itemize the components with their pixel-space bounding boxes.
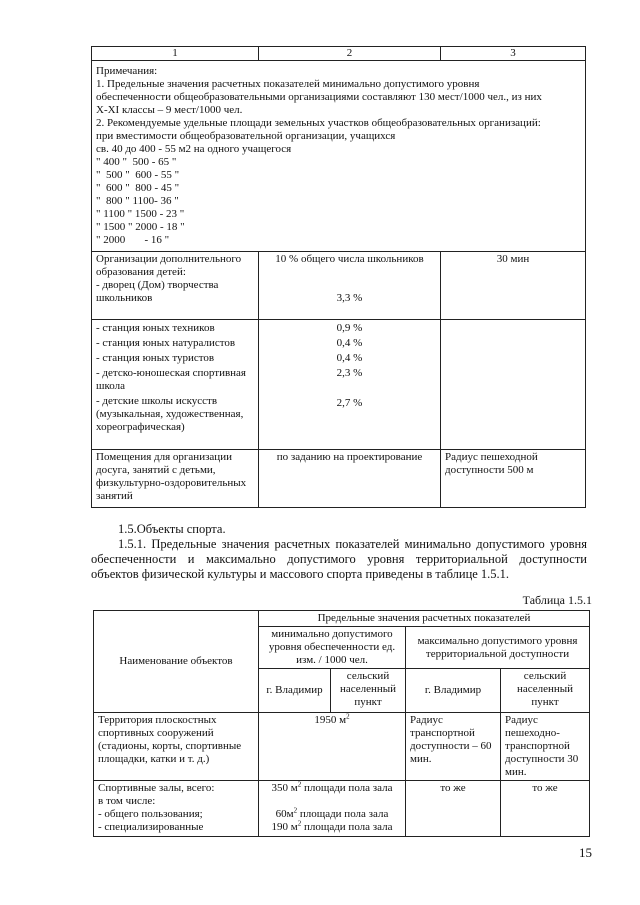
station-label: - станция юных техников [96, 322, 215, 334]
station-value: 0,9 % [336, 322, 363, 334]
notes-row [92, 61, 586, 252]
halls-public-value: $60м^2$ площади пола зала [275, 806, 389, 820]
orgs-row [92, 252, 586, 320]
note-line: 1. Предельные значения расчетных показателей минимально допустимого уровня [96, 78, 480, 90]
station-label: - детские школы искусств (музыкальная, художественная, хореографическая) [96, 395, 244, 433]
note-line: св. 40 до 400 - 55 м2 на одного учащегося [96, 143, 292, 155]
orgs-time-cell: 30 мин [441, 252, 586, 320]
note-line: " 600 " 800 - 45 " [96, 182, 180, 194]
col-header-2: 2 [259, 47, 441, 61]
station-label: - станция юных туристов [96, 352, 215, 364]
station-value: 0,4 % [336, 352, 363, 364]
territory-name: Территория плоскостных спортивных сооружений (стадионы, корты, спортивные площадки, катки и т. д.) [94, 713, 259, 781]
halls-name-line: - общего пользования; [98, 808, 203, 820]
premises-access: Радиус пешеходной доступности 500 м [441, 450, 586, 508]
note-line: при вместимости общеобразовательной организации, учащихся [96, 130, 396, 142]
note-line: " 2000 - 16 " [96, 234, 170, 246]
territory-city: Радиус транспортной доступности – 60 мин. [406, 713, 501, 781]
sport-header-row-1 [94, 611, 590, 627]
note-line: 2. Рекомендуемые удельные площади земельных участков общеобразовательных организаций: [96, 117, 541, 129]
orgs-item-value: 3,3 % [336, 292, 363, 304]
premises-label: Помещения для организации досуга, занятий с детьми, физкультурно-оздоровительных занятий [92, 450, 259, 508]
note-line: " 500 " 600 - 55 " [96, 169, 180, 181]
education-table [91, 46, 586, 508]
objects-name-header: Наименование объектов [94, 611, 259, 713]
orgs-label-cell [92, 252, 259, 320]
territory-rural: Радиус пешеходно-транспортной доступности 30 мин. [501, 713, 590, 781]
sport-row-territory [94, 713, 590, 781]
section-paragraph: 1.5.1. Предельные значения расчетных показателей минимально допустимого уровня обеспеченности и максимально допустимого уровня территориальной доступности объектов физической культуры и массового спорта приведены в таблице 1.5.1. [91, 537, 587, 581]
orgs-share: 10 % общего числа школьников [275, 253, 424, 265]
stations-row [92, 320, 586, 450]
note-line: X-XI классы – 9 мест/1000 чел. [96, 104, 243, 116]
note-line: " 1500 " 2000 - 18 " [96, 221, 185, 233]
note-line: " 1100 " 1500 - 23 " [96, 208, 185, 220]
halls-special-value: 190 $м^2$ площади пола зала [271, 819, 393, 833]
col-header-3: 3 [441, 47, 586, 61]
halls-rural: то же [501, 781, 590, 837]
note-line: " 800 " 1100- 36 " [96, 195, 179, 207]
rural-header-1: сельский населенный пункт [331, 669, 406, 713]
min-level-header: минимально допустимого уровня обеспеченности ед. изм. / 1000 чел. [259, 627, 406, 669]
stations-label-cell [92, 320, 259, 450]
rural-header-2: сельский населенный пункт [501, 669, 590, 713]
section-heading: 1.5.Объекты спорта. [118, 522, 226, 536]
city-header-1: г. Владимир [259, 669, 331, 713]
notes-cell [92, 61, 586, 252]
col-header-1: 1 [92, 47, 259, 61]
premises-norm: по заданию на проектирование [259, 450, 441, 508]
note-line: " 400 " 500 - 65 " [96, 156, 177, 168]
halls-name-line: - специализированные [98, 821, 204, 833]
city-header-2: г. Владимир [406, 669, 501, 713]
orgs-item-label: - дворец (Дом) творчества школьников [96, 279, 219, 304]
halls-name-line: Спортивные залы, всего: [98, 782, 215, 794]
halls-value-cell [259, 781, 406, 837]
station-label: - станция юных натуралистов [96, 337, 236, 349]
orgs-share-cell [259, 252, 441, 320]
notes-title: Примечания: [96, 65, 158, 77]
halls-total-value: 350 $м^2$ площади пола зала [271, 780, 393, 794]
header-row [92, 47, 586, 61]
territory-value: 1950 м [314, 714, 347, 726]
premises-row [92, 450, 586, 508]
halls-name-line: в том числе: [98, 795, 156, 807]
stations-value-cell [259, 320, 441, 450]
station-value: 2,3 % [336, 367, 363, 379]
halls-name-cell [94, 781, 259, 837]
sport-row-halls [94, 781, 590, 837]
orgs-label: Организации дополнительного образования детей: [96, 253, 242, 278]
halls-city: то же [406, 781, 501, 837]
station-value: 2,7 % [336, 397, 363, 409]
territory-value-cell [259, 713, 406, 781]
station-label: - детско-юношеская спортивная школа [96, 367, 246, 392]
unit-sup: 2 [346, 712, 350, 721]
max-level-header: максимально допустимого уровня территориальной доступности [406, 627, 590, 669]
table-caption: Таблица 1.5.1 [522, 593, 592, 607]
stations-empty-cell [441, 320, 586, 450]
limits-header: Предельные значения расчетных показателей [259, 611, 590, 627]
page-number: 15 [579, 845, 592, 860]
sport-table [93, 610, 590, 837]
note-line: обеспеченности общеобразовательными организациями составляют 130 мест/1000 чел., из них [96, 91, 542, 103]
station-value: 0,4 % [336, 337, 363, 349]
